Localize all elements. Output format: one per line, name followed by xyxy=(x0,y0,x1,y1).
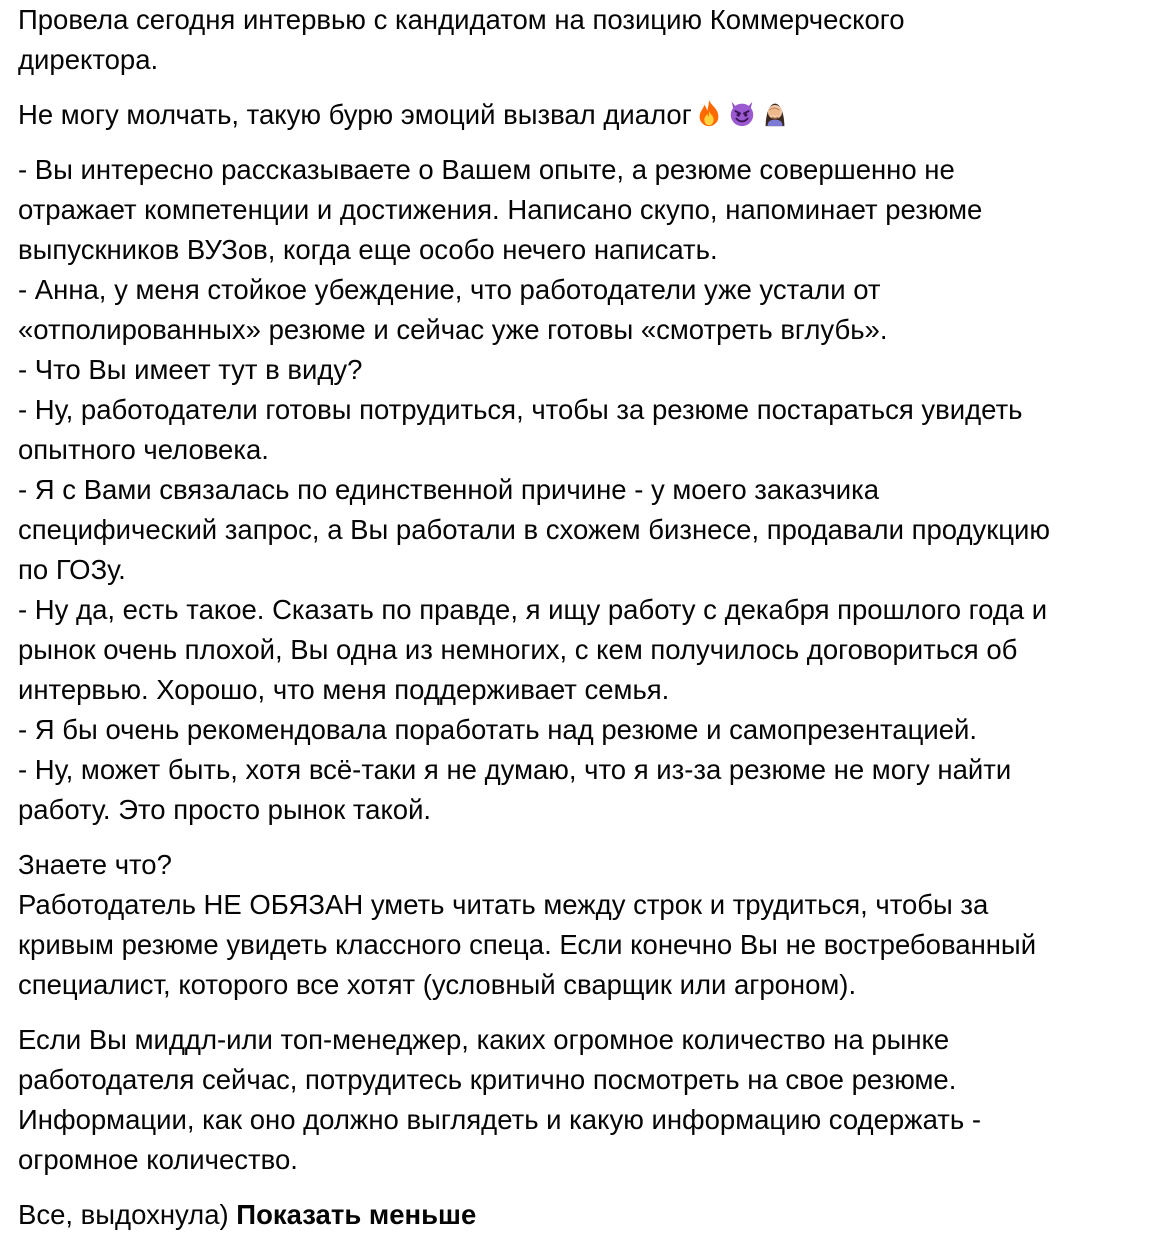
text-line: Работодатель НЕ ОБЯЗАН уметь читать между строк и трудиться, чтобы за xyxy=(18,889,989,920)
post-text xyxy=(18,0,1148,1250)
text-line: Если Вы миддл-или топ-менеджер, каких огромное количество на рынке xyxy=(18,1024,950,1055)
smiling-devil-emoji-icon xyxy=(727,98,757,128)
dialogue-line: - Я бы очень рекомендовала поработать над резюме и самопрезентацией. xyxy=(18,714,978,745)
dialogue-line: выпускников ВУЗов, когда еще особо нечего написать. xyxy=(18,234,718,265)
text-line xyxy=(18,1195,1148,1235)
text-line: Информации, как оно должно выглядеть и какую информацию содержать - xyxy=(18,1104,981,1135)
paragraph-intro xyxy=(18,0,1148,80)
dialogue-line: - Вы интересно рассказываете о Вашем опыте, а резюме совершенно не xyxy=(18,154,955,185)
dialogue-line: отражает компетенции и достижения. Написано скупо, напоминает резюме xyxy=(18,194,983,225)
text-line: Провела сегодня интервью с кандидатом на позицию Коммерческого xyxy=(18,4,905,35)
paragraph-dialogue xyxy=(18,150,1148,830)
text-line: огромное количество. xyxy=(18,1144,298,1175)
dialogue-line: по ГОЗу. xyxy=(18,554,126,585)
dialogue-line: специфический запрос, а Вы работали в схожем бизнесе, продавали продукцию xyxy=(18,514,1051,545)
dialogue-line: «отполированных» резюме и сейчас уже готовы «смотреть вглубь». xyxy=(18,314,888,345)
text-line xyxy=(18,95,1148,135)
paragraph-you-know-what xyxy=(18,845,1148,1005)
text-line: специалист, которого все хотят (условный сварщик или агроном). xyxy=(18,969,857,1000)
dialogue-line: - Ну, может быть, хотя всё-таки я не думаю, что я из-за резюме не могу найти xyxy=(18,754,1012,785)
paragraph-emotions xyxy=(18,95,1148,135)
dialogue-line: - Анна, у меня стойкое убеждение, что работодатели уже устали от xyxy=(18,274,881,305)
text-line: кривым резюме увидеть классного спеца. Если конечно Вы не востребованный xyxy=(18,929,1037,960)
emotions-text: Не могу молчать, такую бурю эмоций вызвал диалог xyxy=(18,99,692,130)
paragraph-advice xyxy=(18,1020,1148,1180)
facepalm-woman-emoji-icon xyxy=(760,98,790,128)
dialogue-line: опытного человека. xyxy=(18,434,269,465)
dialogue-line: рынок очень плохой, Вы одна из немногих, с кем получилось договориться об xyxy=(18,634,1018,665)
fire-emoji-icon xyxy=(694,98,724,128)
text-line: работодателя сейчас, потрудитесь критично посмотреть на свое резюме. xyxy=(18,1064,957,1095)
dialogue-line: - Я с Вами связалась по единственной причине - у моего заказчика xyxy=(18,474,880,505)
paragraph-closing xyxy=(18,1195,1148,1235)
emoji-group xyxy=(694,98,790,128)
text-line: Знаете что? xyxy=(18,849,172,880)
closing-text: Все, выдохнула) xyxy=(18,1199,237,1230)
dialogue-line: интервью. Хорошо, что меня поддерживает семья. xyxy=(18,674,670,705)
dialogue-line: - Что Вы имеет тут в виду? xyxy=(18,354,363,385)
dialogue-line: - Ну, работодатели готовы потрудиться, чтобы за резюме постараться увидеть xyxy=(18,394,1023,425)
text-line: директора. xyxy=(18,44,159,75)
see-less-link[interactable]: Показать меньше xyxy=(236,1199,477,1230)
dialogue-line: работу. Это просто рынок такой. xyxy=(18,794,432,825)
dialogue-line: - Ну да, есть такое. Сказать по правде, я ищу работу с декабря прошлого года и xyxy=(18,594,1048,625)
